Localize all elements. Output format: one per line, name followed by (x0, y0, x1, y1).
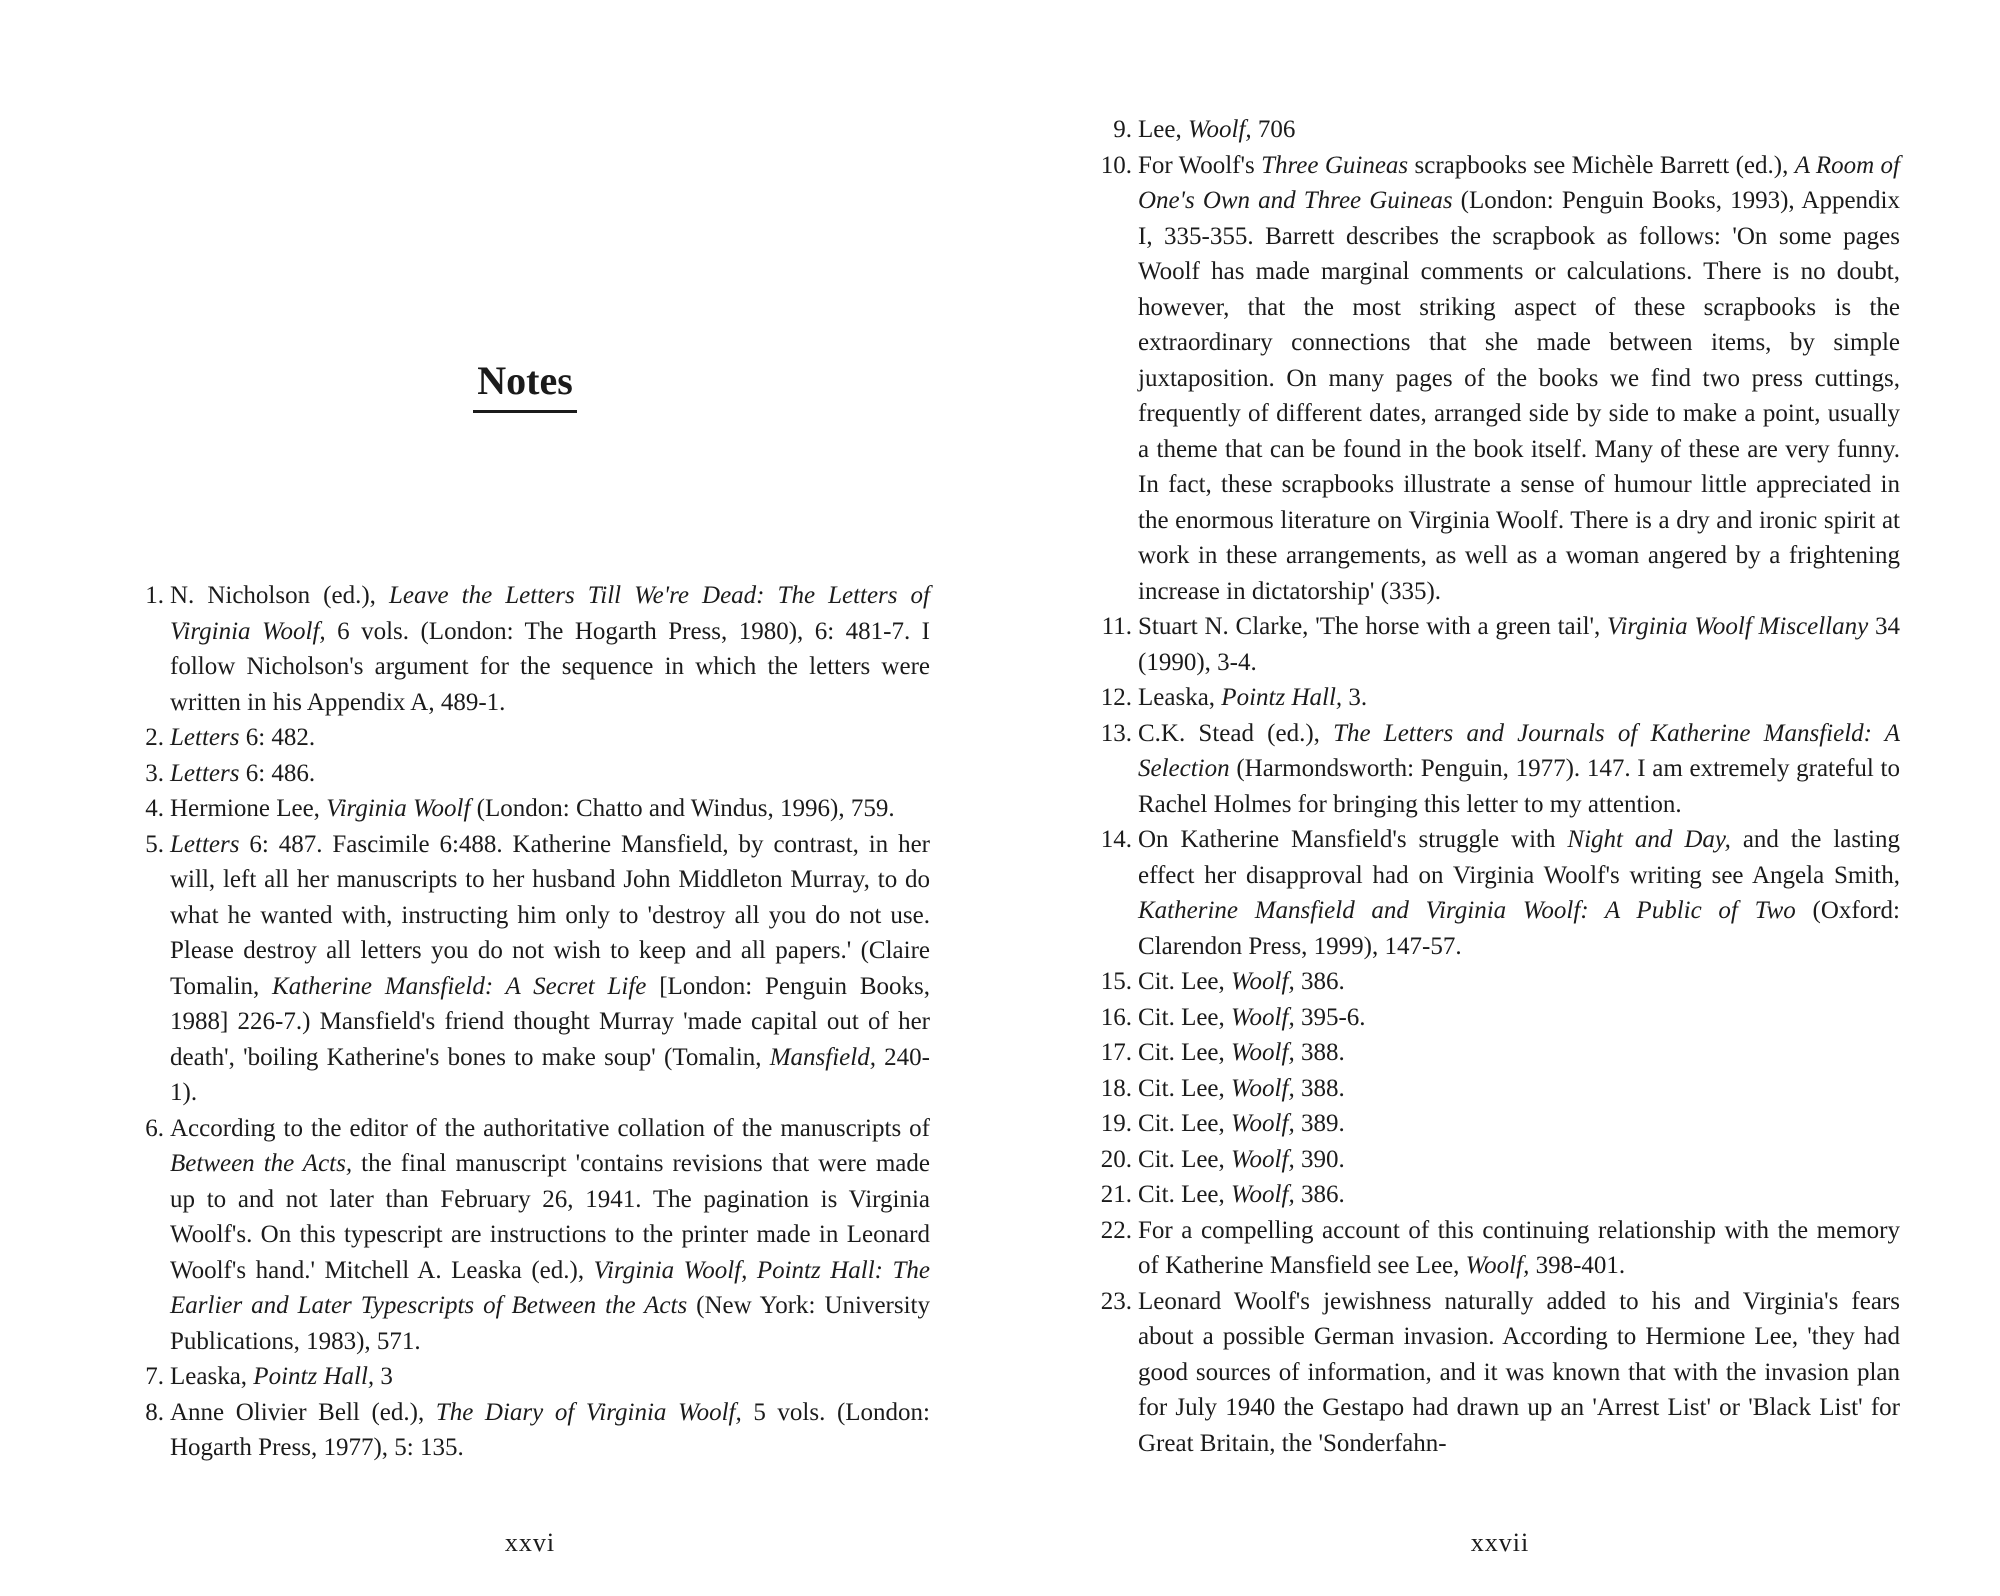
note-number: 1. (145, 582, 164, 609)
note-item (1080, 680, 1900, 716)
note-text-segment: (Harmondsworth: Penguin, 1977). 147. I am extremely grateful to Rachel Holmes for bringing this letter to my attention. (1138, 755, 1900, 818)
note-text (1138, 1181, 1345, 1208)
note-number: 14. (1100, 826, 1132, 853)
note-item (1080, 964, 1900, 1000)
note-text (1138, 116, 1295, 143)
page-number-right: xxvii (1470, 1528, 1530, 1557)
note-text (1138, 1004, 1366, 1031)
note-text (170, 795, 895, 822)
note-text-segment: 6: 487. Fascimile 6:488. Katherine Mansfield, by contrast, in her will, left all her manuscripts to her husband John Middleton Murray, to do what he wanted with, instructing him only to 'destroy all you do not use. Please destroy all letters you do not wish to keep and all papers.' (Claire Tomalin, (170, 830, 930, 1000)
note-title-italic: Woolf, (1231, 1003, 1295, 1031)
note-title-italic: Virginia Woolf Miscellany (1607, 613, 1869, 640)
note-item (1080, 1213, 1900, 1284)
note-text (170, 760, 315, 787)
note-text (1138, 968, 1345, 995)
note-text-segment: Leonard Woolf's jewishness naturally added to his and Virginia's fears about a possible German invasion. According to Hermione Lee, 'they had good sources of information, and it was known that with the invasion plan for July 1940 the Gestapo had drawn up an 'Arrest List' or 'Black List' for Great Britain, the 'Sonderfahn- (1138, 1287, 1900, 1457)
note-text-segment: For Woolf's (1138, 151, 1262, 179)
note-text (170, 1363, 393, 1390)
note-text (170, 724, 315, 751)
note-number: 4. (145, 795, 164, 822)
note-number: 15. (1100, 968, 1132, 995)
note-text (1138, 1110, 1345, 1137)
note-text-segment: scrapbooks see Michèle Barrett (ed.), (1408, 151, 1795, 179)
note-text-segment: Lee, (1138, 116, 1188, 143)
note-item (130, 1359, 930, 1395)
note-text-segment: Cit. Lee, (1138, 1145, 1232, 1173)
note-item (130, 791, 930, 827)
note-title-italic: Woolf, (1465, 1252, 1530, 1279)
note-title-italic: Woolf, (1231, 1145, 1295, 1173)
page-number-left: xxvi (504, 1528, 556, 1557)
note-text-segment: 34 (1990), 3-4. (1138, 613, 1900, 676)
note-text-segment: (London: Penguin Books, 1993), Appendix I, 335-355. Barrett describes the scrapbook as follows: 'On some pages Woolf has made marginal comments or calculations. There is no doubt, however, that the most striking aspect of these scrapbooks is the extraordinary connections that she made between items, by simple juxtaposition. On many pages of the books we find two press cuttings, frequently of different dates, arranged side by side to make a point, usually a theme that can be found in the book itself. Many of these are very funny. In fact, these scrapbooks illustrate a sense of humour little appreciated in the enormous literature on Virginia Woolf. There is a dry and ironic spirit at work in these arrangements, as well as a woman angered by a frightening increase in dictatorship' (335). (1138, 187, 1900, 605)
note-item (1080, 609, 1900, 680)
note-title-italic: A Room of One's Own and Three Guineas (1138, 151, 1900, 214)
note-number: 10. (1100, 151, 1132, 179)
note-text-segment: Cit. Lee, (1138, 1110, 1232, 1137)
note-text-segment: 388. (1294, 1039, 1345, 1066)
note-title-italic: Woolf, (1231, 1039, 1295, 1066)
note-text-segment: 706 (1251, 116, 1296, 143)
note-item (1080, 716, 1900, 823)
note-text-segment: 395-6. (1294, 1003, 1366, 1031)
note-text-segment: [London: Penguin Books, 1988] 226-7.) Mansfield's friend thought Murray 'made capital out of her death', 'boiling Katherine's bones to make soup' (Tomalin, (170, 972, 930, 1071)
note-text-segment: N. Nicholson (ed.), (170, 582, 389, 609)
note-number: 16. (1100, 1003, 1132, 1031)
note-item (1080, 1142, 1900, 1178)
note-number: 19. (1100, 1110, 1132, 1137)
note-title-italic: Pointz Hall, (1221, 684, 1343, 711)
note-title-italic: Between the Acts, (170, 1150, 353, 1177)
note-text-segment: and the lasting effect her disapproval had on Virginia Woolf's writing see Angela Smith, (1138, 826, 1900, 889)
note-item (1080, 1106, 1900, 1142)
note-title-italic: Woolf, (1187, 116, 1252, 143)
note-text (1138, 1288, 1900, 1457)
note-item (130, 578, 930, 720)
note-title-italic: Woolf, (1231, 1181, 1295, 1208)
note-text-segment: 398-401. (1529, 1252, 1626, 1279)
note-text-segment: 386. (1294, 1181, 1345, 1208)
note-text-segment: 3. (1342, 684, 1368, 711)
note-item (130, 720, 930, 756)
note-text-segment: Cit. Lee, (1138, 968, 1232, 995)
note-number: 17. (1100, 1039, 1132, 1066)
note-text (1138, 720, 1900, 818)
note-text-segment: According to the editor of the authoritative collation of the manuscripts of (170, 1114, 930, 1142)
note-text-segment: 6: 486. (239, 759, 316, 787)
note-text (170, 831, 930, 1107)
note-text-segment: Hermione Lee, (170, 795, 327, 822)
note-text-segment: 389. (1294, 1110, 1345, 1137)
note-title-italic: The Diary of Virginia Woolf, (435, 1398, 742, 1426)
note-text-segment: 3 (374, 1363, 393, 1390)
note-text-segment: Leaska, (170, 1363, 254, 1390)
note-item (1080, 1071, 1900, 1107)
note-title-italic: Katherine Mansfield and Virginia Woolf: A Public of Two (1138, 897, 1796, 924)
note-title-italic: Pointz Hall, (253, 1363, 375, 1390)
note-title-italic: Virginia Woolf (326, 795, 471, 822)
note-text-segment: (New York: University Publications, 1983), 571. (170, 1292, 930, 1355)
note-title-italic: The Letters and Journals of Katherine Mansfield: A Selection (1138, 719, 1900, 782)
note-title-italic: Woolf, (1231, 968, 1295, 995)
note-text (1138, 1039, 1345, 1066)
note-number: 11. (1101, 613, 1132, 640)
note-text (170, 1115, 930, 1355)
note-text-segment: 388. (1294, 1074, 1345, 1102)
note-text-segment: (Oxford: Clarendon Press, 1999), 147-57. (1138, 897, 1900, 960)
note-number: 12. (1100, 684, 1132, 711)
note-title-italic: Woolf, (1231, 1110, 1295, 1137)
note-text (1138, 152, 1900, 605)
note-number: 23. (1100, 1287, 1132, 1315)
note-text (170, 582, 930, 716)
note-number: 5. (145, 830, 164, 858)
note-title-italic: Night and Day, (1567, 826, 1731, 853)
note-item (1080, 148, 1900, 610)
note-number: 2. (145, 724, 164, 751)
note-number: 7. (145, 1363, 164, 1390)
note-text-segment: For a compelling account of this continuing relationship with the memory of Katherine Mansfield see Lee, (1138, 1216, 1900, 1279)
note-text (1138, 1075, 1345, 1102)
note-text (1138, 684, 1367, 711)
note-text (1138, 1146, 1345, 1173)
note-title-italic: Mansfield, (769, 1043, 876, 1071)
note-title-italic: Letters (170, 759, 240, 787)
note-text (1138, 826, 1900, 960)
note-text (1138, 613, 1900, 676)
note-title-italic: Three Guineas (1261, 151, 1409, 179)
note-item (130, 756, 930, 792)
note-text-segment: 240-1). (170, 1043, 930, 1106)
right-page (1000, 0, 2000, 1596)
note-item (130, 1111, 930, 1360)
note-text-segment: 6 vols. (London: The Hogarth Press, 1980), 6: 481-7. I follow Nicholson's argument for the sequence in which the letters were written in his Appendix A, 489-1. (170, 617, 930, 716)
note-item (1080, 1000, 1900, 1036)
note-title-italic: Letters (170, 830, 240, 858)
note-text-segment: 5 vols. (London: Hogarth Press, 1977), 5: 135. (170, 1398, 931, 1461)
note-item (130, 827, 930, 1111)
note-text-segment: C.K. Stead (ed.), (1138, 719, 1334, 747)
note-text-segment: Cit. Lee, (1138, 1074, 1232, 1102)
note-number: 6. (145, 1114, 164, 1142)
note-item (1080, 1035, 1900, 1071)
note-number: 9. (1113, 116, 1132, 143)
note-number: 13. (1100, 719, 1132, 747)
note-number: 8. (145, 1398, 164, 1426)
note-title-italic: Leave the Letters Till We're Dead: The Letters of Virginia Woolf, (170, 582, 931, 645)
heading-underline (473, 410, 577, 413)
note-text-segment: Cit. Lee, (1138, 1003, 1232, 1031)
note-title-italic: Letters (170, 724, 240, 751)
note-text (170, 1399, 930, 1462)
note-item (1080, 1284, 1900, 1462)
note-item (130, 1395, 930, 1466)
note-text-segment: 386. (1294, 968, 1345, 995)
note-title-italic: Woolf, (1231, 1074, 1295, 1102)
note-number: 21. (1100, 1181, 1132, 1208)
note-item (1080, 822, 1900, 964)
note-title-italic: Katherine Mansfield: A Secret Life (272, 972, 647, 1000)
note-number: 3. (145, 759, 164, 787)
note-number: 18. (1100, 1074, 1132, 1102)
note-text-segment: the final manuscript 'contains revisions that were made up to and not later than February 26, 1941. The pagination is Virginia Woolf's. On this typescript are instructions to the printer made in Leonard Woolf's hand.' Mitchell A. Leaska (ed.), (170, 1150, 930, 1284)
note-text-segment: Leaska, (1138, 684, 1222, 711)
note-text-segment: Cit. Lee, (1138, 1039, 1232, 1066)
note-number: 22. (1100, 1216, 1132, 1244)
notes-list-right (1080, 112, 1900, 1461)
note-text-segment: Anne Olivier Bell (ed.), (170, 1398, 436, 1426)
note-text-segment: Stuart N. Clarke, 'The horse with a green tail', (1138, 613, 1608, 640)
notes-list-left (130, 578, 930, 1466)
note-text-segment: 390. (1294, 1145, 1345, 1173)
page-heading: Notes (477, 358, 573, 403)
note-text-segment: (London: Chatto and Windus, 1996), 759. (470, 795, 895, 822)
note-number: 20. (1100, 1145, 1132, 1173)
note-text (1138, 1217, 1900, 1280)
note-text-segment: On Katherine Mansfield's struggle with (1138, 826, 1568, 853)
note-text-segment: 6: 482. (239, 724, 316, 751)
note-item (1080, 1177, 1900, 1213)
note-title-italic: Virginia Woolf, Pointz Hall: The Earlier and Later Typescripts of Between the Acts (170, 1256, 930, 1319)
note-text-segment: Cit. Lee, (1138, 1181, 1232, 1208)
note-item (1080, 112, 1900, 148)
